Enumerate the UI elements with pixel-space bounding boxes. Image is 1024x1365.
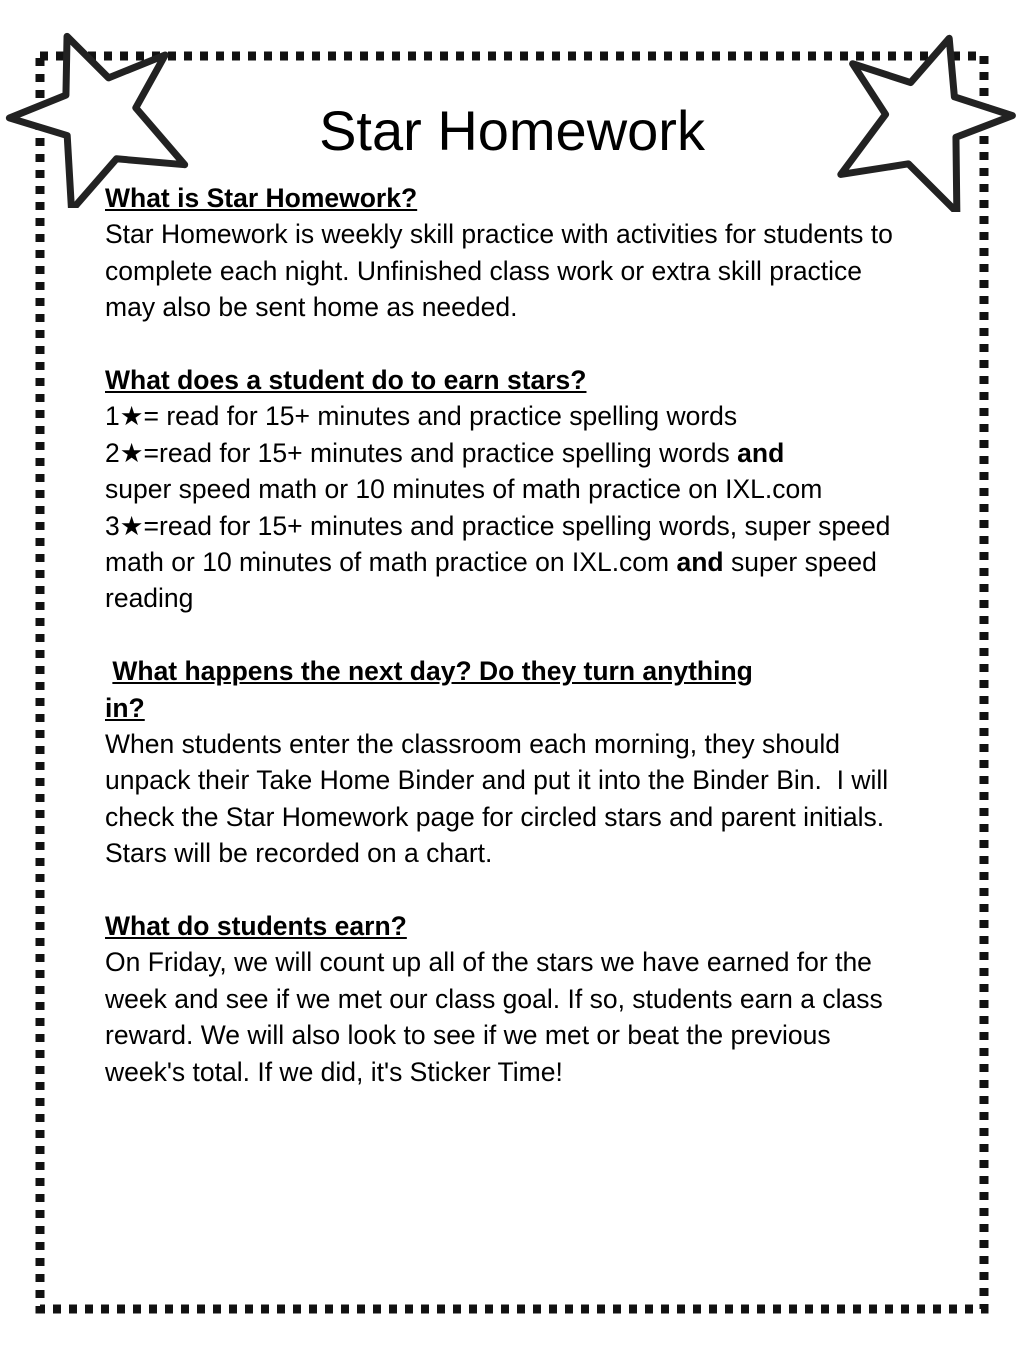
page-title: Star Homework [319,99,705,162]
section-next-day [105,653,905,871]
three-star-rule [105,508,905,617]
section-earn [105,908,905,1090]
section-body: On Friday, we will count up all of the stars we have earned for the week and see if we met our class goal. If so, students earn a class reward. We will also look to see if we met or beat the previous week's total. If we did, it's Sticker Time! [105,947,891,1087]
section-heading: What is Star Homework? [105,183,418,213]
document-body [105,180,905,1090]
star-count: 1 [105,401,120,432]
filled-star-glyph: ★ [119,437,144,468]
one-star-rule [105,398,905,434]
section-what-is [105,180,905,326]
rule-emphasis: and [737,437,785,468]
rule-text: super speed math or 10 minutes of math practice on IXL.com [105,474,823,505]
section-heading [105,653,905,726]
section-body: When students enter the classroom each morning, they should unpack their Take Home Binder and put it into the Binder Bin. I will check the Star Homework page for circled stars and parent initials. Stars will be recorded on a chart. [105,729,896,869]
heading-part: What happens the next day? Do they turn anything [112,656,753,687]
heading-part: in? [105,692,145,723]
star-count: 3 [105,510,120,541]
spacer [105,326,905,362]
star-count: 2 [105,437,120,468]
rule-emphasis: and [676,547,724,578]
spacer [105,872,905,908]
rule-text: =read for 15+ minutes and practice spelling words [143,437,738,468]
rule-text: super speed reading [105,547,885,614]
spacer [105,617,905,653]
rule-text: = read for 15+ minutes and practice spelling words [143,401,738,432]
section-body: Star Homework is weekly skill practice with activities for students to complete each night. Unfinished class work or extra skill practice may also be sent home as needed. [105,219,901,323]
filled-star-glyph: ★ [119,401,144,432]
two-star-rule [105,435,905,508]
section-earn-stars [105,362,905,617]
filled-star-glyph: ★ [119,510,144,541]
section-heading: What does a student do to earn stars? [105,365,587,396]
rule-text: =read for 15+ minutes and practice spelling words, super speed math or 10 minutes of math practice on IXL.com [105,510,898,578]
section-heading: What do students earn? [105,911,407,942]
